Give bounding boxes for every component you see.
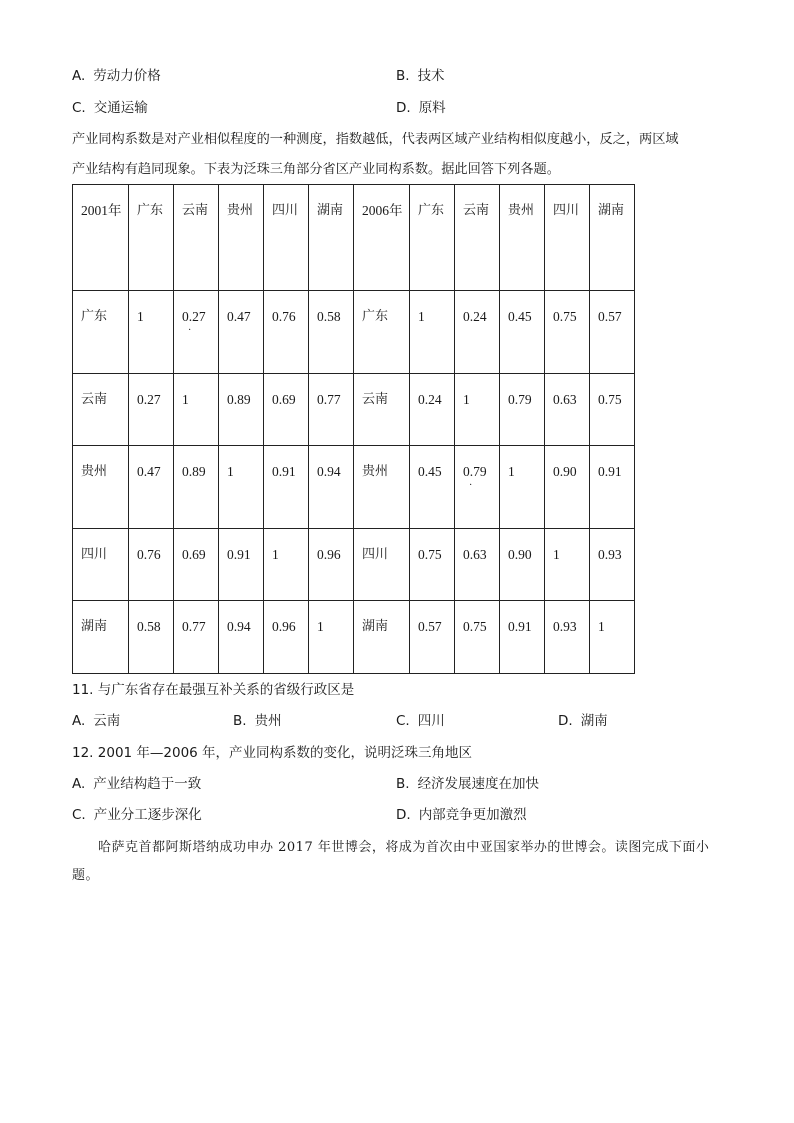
q12-option-b[interactable]: B. 经济发展速度在加快 — [396, 776, 540, 792]
table-cell: 1 — [174, 374, 219, 446]
table-cell: 0.90 — [500, 529, 545, 601]
option-a[interactable]: A. 劳动力价格 — [72, 68, 161, 84]
question-11-stem: 11. 与广东省存在最强互补关系的省级行政区是 — [72, 682, 355, 698]
table-cell: 0.47 — [129, 446, 174, 529]
question-12-stem: 12. 2001 年—2006 年，产业同构系数的变化，说明泛珠三角地区 — [72, 745, 473, 761]
table-cell: 0.58 — [309, 291, 354, 374]
table-cell: 0.93 — [545, 601, 590, 674]
table-cell: 1 — [264, 529, 309, 601]
table-cell: 0.77 — [309, 374, 354, 446]
table-cell: 0.63 — [455, 529, 500, 601]
table-cell: 0.24 — [455, 291, 500, 374]
question-12-options-row-2 — [72, 805, 732, 825]
table-cell: 1 — [455, 374, 500, 446]
table-cell: 0.57 — [410, 601, 455, 674]
row-label: 四川 — [354, 529, 410, 601]
table-cell: 0.90 — [545, 446, 590, 529]
option-c[interactable]: C. 交通运输 — [72, 100, 148, 116]
table-cell: 0.91 — [264, 446, 309, 529]
table-cell: 0.47 — [219, 291, 264, 374]
table-cell: 0.94 — [309, 446, 354, 529]
next-section-intro: 哈萨克首都阿斯塔纳成功申办 2017 年世博会，将成为首次由中亚国家举办的世博会。读图完成下面小题。 — [72, 840, 710, 883]
prev-options-row-1 — [72, 66, 732, 86]
table-cell: 0.75 — [590, 374, 635, 446]
table-cell: 0.57 — [590, 291, 635, 374]
row-label: 四川 — [73, 529, 129, 601]
option-b[interactable]: B. 技术 — [396, 68, 445, 84]
table-cell: 1 — [500, 446, 545, 529]
row-label: 云南 — [354, 374, 410, 446]
table-row — [73, 291, 635, 374]
header-cell: 广东 — [129, 185, 174, 291]
row-label: 贵州 — [73, 446, 129, 529]
table-cell: 0.96 — [309, 529, 354, 601]
table-cell: 0.45 — [500, 291, 545, 374]
header-cell: 四川 — [545, 185, 590, 291]
table-row — [73, 601, 635, 674]
table-cell: 0.27 — [129, 374, 174, 446]
table-cell: 0.75 — [455, 601, 500, 674]
table-row — [73, 529, 635, 601]
table-cell: 0.79 — [500, 374, 545, 446]
table-cell: 0.96 — [264, 601, 309, 674]
table-cell: 0.91 — [219, 529, 264, 601]
table-cell: 1 — [545, 529, 590, 601]
question-11-options — [72, 711, 732, 731]
table-cell: 0.91 — [590, 446, 635, 529]
table-cell: 0.58 — [129, 601, 174, 674]
header-cell: 湖南 — [590, 185, 635, 291]
q12-option-c[interactable]: C. 产业分工逐步深化 — [72, 807, 202, 823]
table-cell: 0.69 — [174, 529, 219, 601]
q12-option-a[interactable]: A. 产业结构趋于一致 — [72, 776, 202, 792]
table-cell: 1 — [219, 446, 264, 529]
row-label: 广东 — [73, 291, 129, 374]
table-cell: 0.76 — [264, 291, 309, 374]
table-cell: 0.63 — [545, 374, 590, 446]
table-cell: 0.24 — [410, 374, 455, 446]
row-label: 贵州 — [354, 446, 410, 529]
header-year-2001: 2001年 — [73, 185, 129, 291]
q11-option-b[interactable]: B. 贵州 — [233, 713, 282, 729]
table-cell: 0.76 — [129, 529, 174, 601]
row-label: 湖南 — [354, 601, 410, 674]
row-label: 湖南 — [73, 601, 129, 674]
coefficient-table — [72, 184, 635, 674]
q11-option-d[interactable]: D. 湖南 — [558, 713, 608, 729]
table-cell: 0.89 — [219, 374, 264, 446]
header-cell: 云南 — [455, 185, 500, 291]
table-cell: 0.79 · — [455, 446, 500, 529]
header-cell: 广东 — [410, 185, 455, 291]
prev-options-row-2 — [72, 98, 732, 118]
intro-line-2: 产业结构有趋同现象。下表为泛珠三角部分省区产业同构系数。据此回答下列各题。 — [72, 162, 560, 177]
table-row — [73, 374, 635, 446]
table-cell: 0.75 — [545, 291, 590, 374]
table-header-row — [73, 185, 635, 291]
row-label: 云南 — [73, 374, 129, 446]
q11-option-c[interactable]: C. 四川 — [396, 713, 445, 729]
table-cell: 0.69 — [264, 374, 309, 446]
table-cell: 0.27 · — [174, 291, 219, 374]
table-cell: 0.91 — [500, 601, 545, 674]
table-cell: 0.45 — [410, 446, 455, 529]
table-cell: 0.75 — [410, 529, 455, 601]
table-row — [73, 446, 635, 529]
table-cell: 0.89 — [174, 446, 219, 529]
header-year-2006: 2006年 — [354, 185, 410, 291]
table-cell: 1 — [590, 601, 635, 674]
q12-option-d[interactable]: D. 内部竞争更加激烈 — [396, 807, 527, 823]
header-cell: 贵州 — [219, 185, 264, 291]
header-cell: 四川 — [264, 185, 309, 291]
table-cell: 1 — [410, 291, 455, 374]
question-12-options-row-1 — [72, 774, 732, 794]
row-label: 广东 — [354, 291, 410, 374]
header-cell: 湖南 — [309, 185, 354, 291]
header-cell: 云南 — [174, 185, 219, 291]
q11-option-a[interactable]: A. 云南 — [72, 713, 121, 729]
intro-line-1: 产业同构系数是对产业相似程度的一种测度，指数越低，代表两区域产业结构相似度越小，反之，两区域 — [72, 132, 679, 147]
option-d[interactable]: D. 原料 — [396, 100, 446, 116]
table-cell: 1 — [309, 601, 354, 674]
table-cell: 1 — [129, 291, 174, 374]
header-cell: 贵州 — [500, 185, 545, 291]
table-cell: 0.94 — [219, 601, 264, 674]
table-cell: 0.93 — [590, 529, 635, 601]
table-cell: 0.77 — [174, 601, 219, 674]
